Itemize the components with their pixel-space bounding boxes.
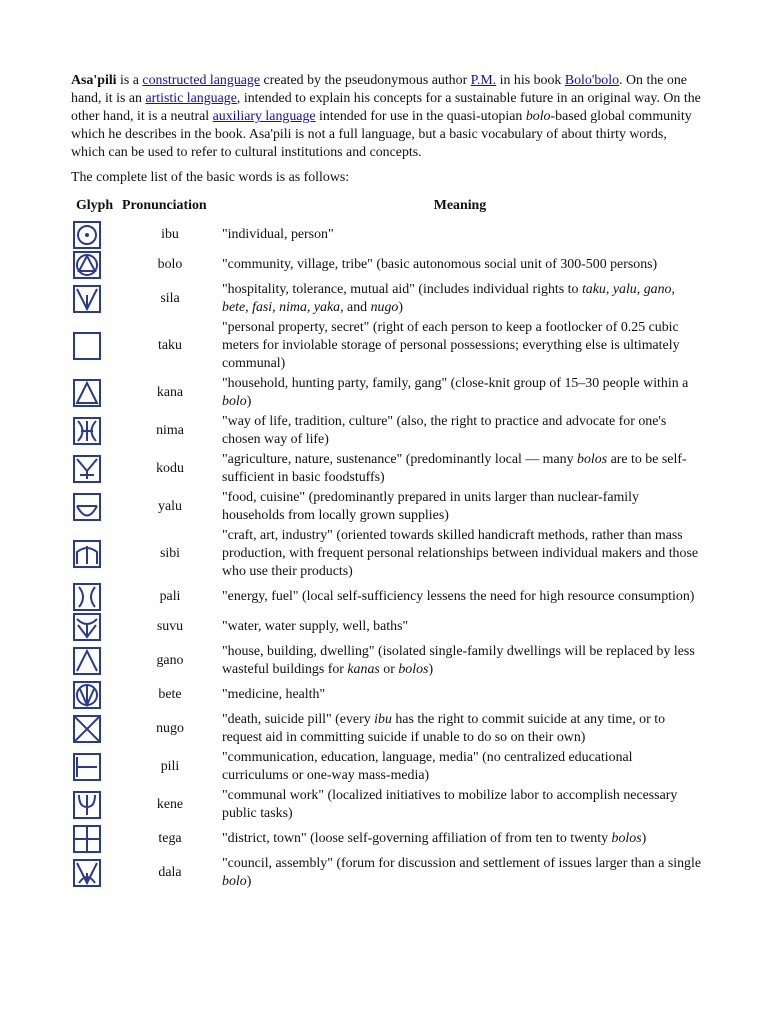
link-book[interactable]: Bolo'bolo — [564, 73, 620, 88]
glyph-cell — [72, 488, 122, 526]
intro-text: . On the one hand, it is an — [71, 73, 687, 106]
meaning-cell — [218, 582, 702, 612]
meaning-cell — [218, 374, 702, 412]
grid-icon — [73, 825, 101, 853]
meaning-text: "hospitality, tolerance, mutual aid" (includes individual rights to — [222, 282, 582, 297]
meaning-cell — [218, 526, 702, 582]
intro-text: , intended to explain his concepts for a sustainable future in an original way. On the other hand, it is a neutral — [71, 91, 701, 124]
meaning-term: taku — [581, 282, 606, 297]
link-artistic-language[interactable]: artistic language — [145, 91, 237, 106]
meaning-text: "energy, fuel" (local self-sufficiency lessens the need for high resource consumption) — [222, 589, 695, 604]
meaning-text: has the right to commit suicide at any time, or to request aid in committing suicide if unable to do so on their own) — [222, 712, 666, 745]
meaning-text: "craft, art, industry" (oriented towards skilled handicraft methods, rather than mass production, with frequent personal relationships between individual makers and those who use their products) — [222, 528, 699, 579]
table-row — [72, 642, 702, 680]
arch-icon — [73, 540, 101, 568]
circle-dot-icon — [73, 221, 101, 249]
link-author[interactable]: P.M. — [470, 73, 497, 88]
pronunciation-cell: bolo — [157, 257, 183, 272]
crossed-square-icon — [73, 715, 101, 743]
table-row — [72, 318, 702, 374]
pronunciation-cell: taku — [158, 338, 182, 353]
meaning-cell — [218, 412, 702, 450]
intro-paragraph — [71, 72, 701, 162]
header-glyph: Glyph — [76, 198, 114, 213]
meaning-cell — [218, 612, 702, 642]
table-row — [72, 824, 702, 854]
meaning-text: ) — [246, 394, 252, 409]
pronunciation-cell: kana — [156, 385, 184, 400]
meaning-term: bete — [222, 300, 246, 315]
meaning-term: bolo — [222, 394, 247, 409]
meaning-cell — [218, 824, 702, 854]
meaning-text: "agriculture, nature, sustenance" (predominantly local — many — [222, 452, 578, 467]
glyph-cell — [72, 786, 122, 824]
pronunciation-cell: dala — [158, 865, 182, 880]
meaning-text: ) — [641, 831, 647, 846]
meaning-term: nugo — [370, 300, 399, 315]
meaning-text: , — [636, 282, 644, 297]
table-row — [72, 680, 702, 710]
meaning-text: "household, hunting party, family, gang" (close-knit group of 15–30 people within a — [222, 376, 689, 391]
glyph-cell — [72, 642, 122, 680]
meaning-text: ) — [428, 662, 434, 677]
pronunciation-cell: ibu — [161, 227, 179, 242]
list-lead: The complete list of the basic words is as follows: — [71, 170, 350, 185]
glyph-cell — [72, 680, 122, 710]
pronunciation-cell: yalu — [158, 499, 182, 514]
trident-icon — [73, 791, 101, 819]
article-body — [71, 72, 701, 892]
meaning-text: ) — [246, 874, 252, 889]
pronunciation-cell: sila — [160, 291, 180, 306]
circle-triangle-icon — [73, 251, 101, 279]
table-row — [72, 710, 702, 748]
meaning-text: ) — [398, 300, 404, 315]
meaning-text: , — [605, 282, 613, 297]
meaning-term: kanas — [347, 662, 380, 677]
pronunciation-cell: kene — [156, 797, 184, 812]
pronunciation-cell: suvu — [156, 619, 184, 634]
pronunciation-cell: tega — [158, 831, 182, 846]
glyph-cell — [72, 280, 122, 318]
pronunciation-cell: kodu — [156, 461, 184, 476]
table-row — [72, 526, 702, 582]
meaning-term: bolos — [577, 452, 608, 467]
v-fan-icon — [73, 859, 101, 887]
meaning-text: "council, assembly" (forum for discussion and settlement of issues larger than a single — [222, 856, 702, 871]
table-row — [72, 612, 702, 642]
meaning-term: bolo — [222, 874, 247, 889]
meaning-text: , — [245, 300, 253, 315]
meaning-text: or — [379, 662, 399, 677]
meaning-cell — [218, 680, 702, 710]
meaning-text: "death, suicide pill" (every — [222, 712, 375, 727]
header-meaning: Meaning — [433, 198, 487, 213]
glyph-cell — [72, 412, 122, 450]
meaning-text: "communication, education, language, media" (no centralized educational curriculums or one-way mass-media) — [222, 750, 633, 783]
intro-text: is a — [116, 73, 143, 88]
table-row — [72, 748, 702, 786]
meaning-text: "medicine, health" — [222, 687, 326, 702]
meaning-text: , — [306, 300, 314, 315]
meaning-term: ibu — [374, 712, 392, 727]
meaning-term: bolos — [398, 662, 429, 677]
glyph-cell — [72, 526, 122, 582]
meaning-text: "water, water supply, well, baths" — [222, 619, 409, 634]
pronunciation-cell: pali — [159, 589, 181, 604]
meaning-text: "district, town" (loose self-governing affiliation of from ten to twenty — [222, 831, 612, 846]
bowl-icon — [73, 493, 101, 521]
table-row — [72, 488, 702, 526]
table-header-row — [72, 197, 702, 220]
meaning-cell — [218, 642, 702, 680]
glyph-table — [72, 197, 702, 892]
meaning-cell — [218, 488, 702, 526]
meaning-text: "communal work" (localized initiatives to mobilize labor to accomplish necessary public tasks) — [222, 788, 678, 821]
roof-icon — [73, 647, 101, 675]
glyph-cell — [72, 450, 122, 488]
meaning-text: , — [272, 300, 280, 315]
meaning-cell — [218, 220, 702, 250]
triangle-icon — [73, 379, 101, 407]
glyph-cell — [72, 710, 122, 748]
glyph-cell — [72, 220, 122, 250]
glyph-cell — [72, 318, 122, 374]
table-row — [72, 220, 702, 250]
meaning-cell — [218, 450, 702, 488]
pronunciation-cell: sibi — [159, 546, 181, 561]
pronunciation-cell: nugo — [156, 721, 184, 736]
meaning-cell — [218, 748, 702, 786]
pronunciation-cell: gano — [156, 653, 184, 668]
glyph-cell — [72, 612, 122, 642]
sprout-icon — [73, 455, 101, 483]
glyph-cell — [72, 854, 122, 892]
table-row — [72, 280, 702, 318]
meaning-text: "individual, person" — [222, 227, 334, 242]
meaning-text: "house, building, dwelling" (isolated single-family dwellings will be replaced by less wasteful buildings for — [222, 644, 695, 677]
brackets-cross-icon — [73, 417, 101, 445]
meaning-text: "way of life, tradition, culture" (also, the right to practice and advocate for one's chosen way of life) — [222, 414, 667, 447]
meaning-text: "community, village, tribe" (basic autonomous social unit of 300-500 persons) — [222, 257, 658, 272]
link-constructed-language[interactable]: constructed language — [142, 73, 261, 88]
pronunciation-cell: bete — [158, 687, 182, 702]
meaning-term: yalu — [612, 282, 637, 297]
meaning-text: "personal property, secret" (right of each person to keep a footlocker of 0.25 cubic meters for inviolable storage of personal possessions; everything else is ultimately communal) — [222, 320, 680, 371]
heart-wave-icon — [73, 613, 101, 641]
meaning-cell — [218, 250, 702, 280]
pronunciation-cell: pili — [160, 759, 180, 774]
meaning-cell — [218, 786, 702, 824]
term-bolo: bolo — [525, 109, 551, 124]
meaning-cell — [218, 710, 702, 748]
table-row — [72, 854, 702, 892]
meaning-cell — [218, 318, 702, 374]
table-row — [72, 582, 702, 612]
meaning-term: fasi — [252, 300, 273, 315]
parens-icon — [73, 583, 101, 611]
link-auxiliary-language[interactable]: auxiliary language — [212, 109, 316, 124]
table-row — [72, 450, 702, 488]
glyph-cell — [72, 374, 122, 412]
meaning-term: gano — [643, 282, 672, 297]
v-arrow-icon — [73, 285, 101, 313]
glyph-cell — [72, 582, 122, 612]
table-row — [72, 412, 702, 450]
glyph-cell — [72, 748, 122, 786]
pronunciation-cell: nima — [156, 423, 184, 438]
table-row — [72, 786, 702, 824]
h-icon — [73, 753, 101, 781]
meaning-text: "food, cuisine" (predominantly prepared in units larger than nuclear-family households from locally grown supplies) — [222, 490, 639, 523]
meaning-term: nima — [279, 300, 307, 315]
meaning-cell — [218, 854, 702, 892]
intro-text: -based global community which he describes in the book. Asa'pili is not a full language, but a basic vocabulary of about thirty words, which can be used to refer to cultural institutions and concepts. — [71, 109, 692, 160]
empty-square-icon — [73, 332, 101, 360]
meaning-cell — [218, 280, 702, 318]
intro-text: created by the pseudonymous author — [260, 73, 471, 88]
meaning-text: , — [671, 282, 675, 297]
intro-text: intended for use in the quasi-utopian — [315, 109, 526, 124]
table-row — [72, 250, 702, 280]
table-body — [72, 220, 702, 892]
term-asapili: Asa'pili — [71, 73, 117, 88]
glyph-cell — [72, 824, 122, 854]
circle-fan-icon — [73, 681, 101, 709]
glyph-cell — [72, 250, 122, 280]
meaning-term: yaka — [313, 300, 341, 315]
intro-text: in his book — [496, 73, 565, 88]
meaning-text: , and — [340, 300, 371, 315]
table-row — [72, 374, 702, 412]
meaning-text: are to be self-sufficient in basic foodstuffs) — [222, 452, 687, 485]
meaning-term: bolos — [611, 831, 642, 846]
header-pronunciation: Pronunciation — [122, 198, 207, 213]
